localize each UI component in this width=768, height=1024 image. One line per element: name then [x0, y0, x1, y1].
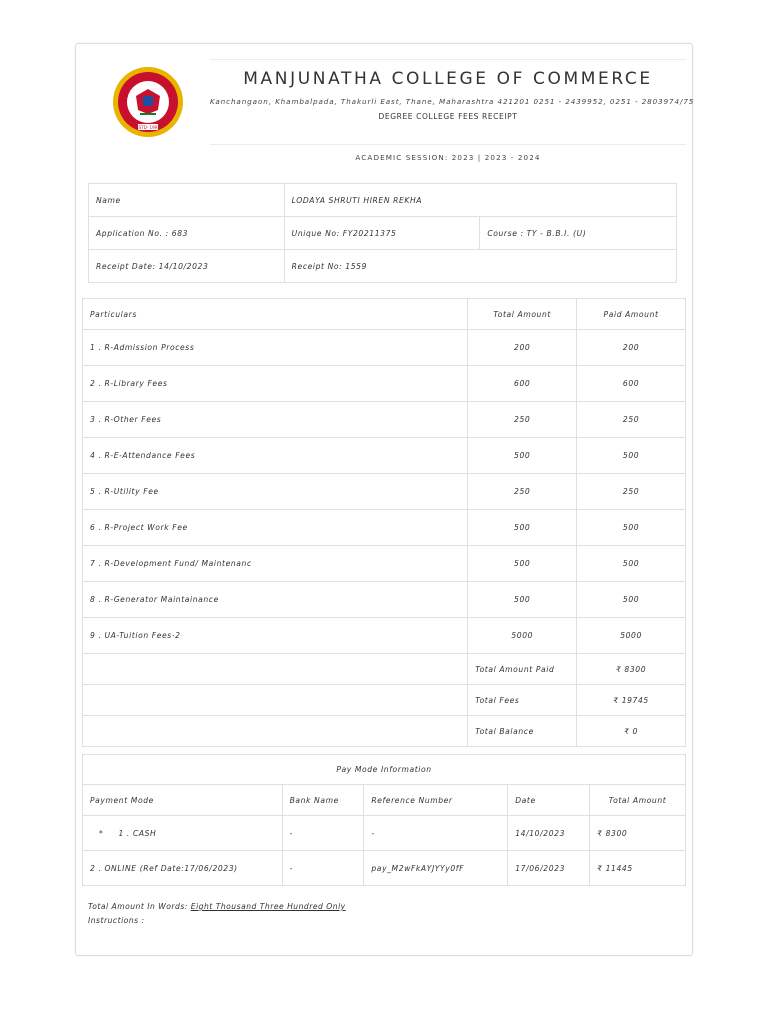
fee-paid: 500: [577, 582, 686, 618]
fee-row: [83, 366, 686, 402]
fee-paid: 500: [577, 546, 686, 582]
summary-label: Total Balance: [468, 716, 577, 747]
fee-row: [83, 546, 686, 582]
application-number: Application No. : 683: [89, 217, 285, 250]
payment-amount: ₹ 8300: [590, 816, 686, 851]
summary-value: ₹ 8300: [577, 654, 686, 685]
svg-text:ESTD- 1993: ESTD- 1993: [136, 125, 160, 130]
fee-paid: 500: [577, 438, 686, 474]
receipt-number: Receipt No: 1559: [284, 250, 676, 283]
fee-paid: 600: [577, 366, 686, 402]
fee-row: [83, 402, 686, 438]
instructions: Instructions :: [88, 916, 145, 925]
bank-name: -: [282, 851, 364, 886]
header-divider-top: [210, 59, 686, 60]
college-address: Kanchangaon, Khambalpada, Thakurli East, Thane, Maharashtra 421201 0251 - 2439952, 0251 - 2803974/75: [210, 97, 695, 106]
reference-number: -: [364, 816, 508, 851]
amount-in-words: [88, 902, 346, 911]
fee-total: 250: [468, 402, 577, 438]
name-value: LODAYA SHRUTI HIREN REKHA: [284, 184, 676, 217]
fee-paid: 250: [577, 402, 686, 438]
fee-particular: 6 . R-Project Work Fee: [83, 510, 468, 546]
receipt-title: DEGREE COLLEGE FEES RECEIPT: [378, 112, 518, 121]
name-label: Name: [89, 184, 285, 217]
fee-paid: 500: [577, 510, 686, 546]
fee-total: 250: [468, 474, 577, 510]
fee-total: 500: [468, 438, 577, 474]
summary-row: [83, 654, 686, 685]
header-divider-bottom: [210, 144, 686, 145]
fee-total: 5000: [468, 618, 577, 654]
payment-mode: 2 . ONLINE (Ref Date:17/06/2023): [83, 851, 283, 886]
summary-row: [83, 685, 686, 716]
summary-value: ₹ 0: [577, 716, 686, 747]
college-logo: [112, 66, 184, 138]
fee-paid: 5000: [577, 618, 686, 654]
course: Course : TY - B.B.I. (U): [480, 217, 677, 250]
paymode-header-row: [83, 785, 686, 816]
fee-particular: 4 . R-E-Attendance Fees: [83, 438, 468, 474]
paid-amount-header: Paid Amount: [577, 299, 686, 330]
summary-label: Total Amount Paid: [468, 654, 577, 685]
summary-label: Total Fees: [468, 685, 577, 716]
fee-row: [83, 618, 686, 654]
paymode-title: Pay Mode Information: [83, 755, 686, 785]
total-amount-header: Total Amount: [590, 785, 686, 816]
fee-total: 200: [468, 330, 577, 366]
payment-date: 14/10/2023: [508, 816, 590, 851]
bank-name-header: Bank Name: [282, 785, 364, 816]
particulars-header: Particulars: [83, 299, 468, 330]
fee-particular: 5 . R-Utility Fee: [83, 474, 468, 510]
unique-number: Unique No: FY20211375: [284, 217, 480, 250]
fee-particular: 8 . R-Generator Maintainance: [83, 582, 468, 618]
fee-paid: 250: [577, 474, 686, 510]
fee-total: 600: [468, 366, 577, 402]
payment-amount: ₹ 11445: [590, 851, 686, 886]
summary-value: ₹ 19745: [577, 685, 686, 716]
fees-header-row: [83, 299, 686, 330]
payment-mode: * 1 . CASH: [83, 816, 283, 851]
total-amount-header: Total Amount: [468, 299, 577, 330]
fee-particular: 2 . R-Library Fees: [83, 366, 468, 402]
date-header: Date: [508, 785, 590, 816]
fee-total: 500: [468, 510, 577, 546]
fee-total: 500: [468, 546, 577, 582]
student-info-table: [88, 183, 677, 283]
fee-row: [83, 510, 686, 546]
payment-row: [83, 851, 686, 886]
fee-paid: 200: [577, 330, 686, 366]
college-name: MANJUNATHA COLLEGE OF COMMERCE: [243, 69, 653, 89]
fee-row: [83, 438, 686, 474]
payment-date: 17/06/2023: [508, 851, 590, 886]
paymode-table: [82, 754, 686, 886]
reference-number-header: Reference Number: [364, 785, 508, 816]
payment-row: [83, 816, 686, 851]
fee-particular: 1 . R-Admission Process: [83, 330, 468, 366]
fees-table: [82, 298, 686, 747]
fee-row: [83, 582, 686, 618]
summary-row: [83, 716, 686, 747]
payment-mode-header: Payment Mode: [83, 785, 283, 816]
amount-in-words-label: Total Amount In Words:: [88, 902, 188, 911]
receipt-date: Receipt Date: 14/10/2023: [89, 250, 285, 283]
fee-particular: 3 . R-Other Fees: [83, 402, 468, 438]
fee-total: 500: [468, 582, 577, 618]
amount-in-words-value: Eight Thousand Three Hundred Only: [190, 902, 346, 911]
fee-particular: 7 . R-Development Fund/ Maintenanc: [83, 546, 468, 582]
academic-session: ACADEMIC SESSION: 2023 | 2023 - 2024: [355, 153, 541, 162]
fee-row: [83, 474, 686, 510]
bank-name: -: [282, 816, 364, 851]
fee-particular: 9 . UA-Tuition Fees-2: [83, 618, 468, 654]
reference-number: pay_M2wFkAYJYYy0fF: [364, 851, 508, 886]
fee-row: [83, 330, 686, 366]
